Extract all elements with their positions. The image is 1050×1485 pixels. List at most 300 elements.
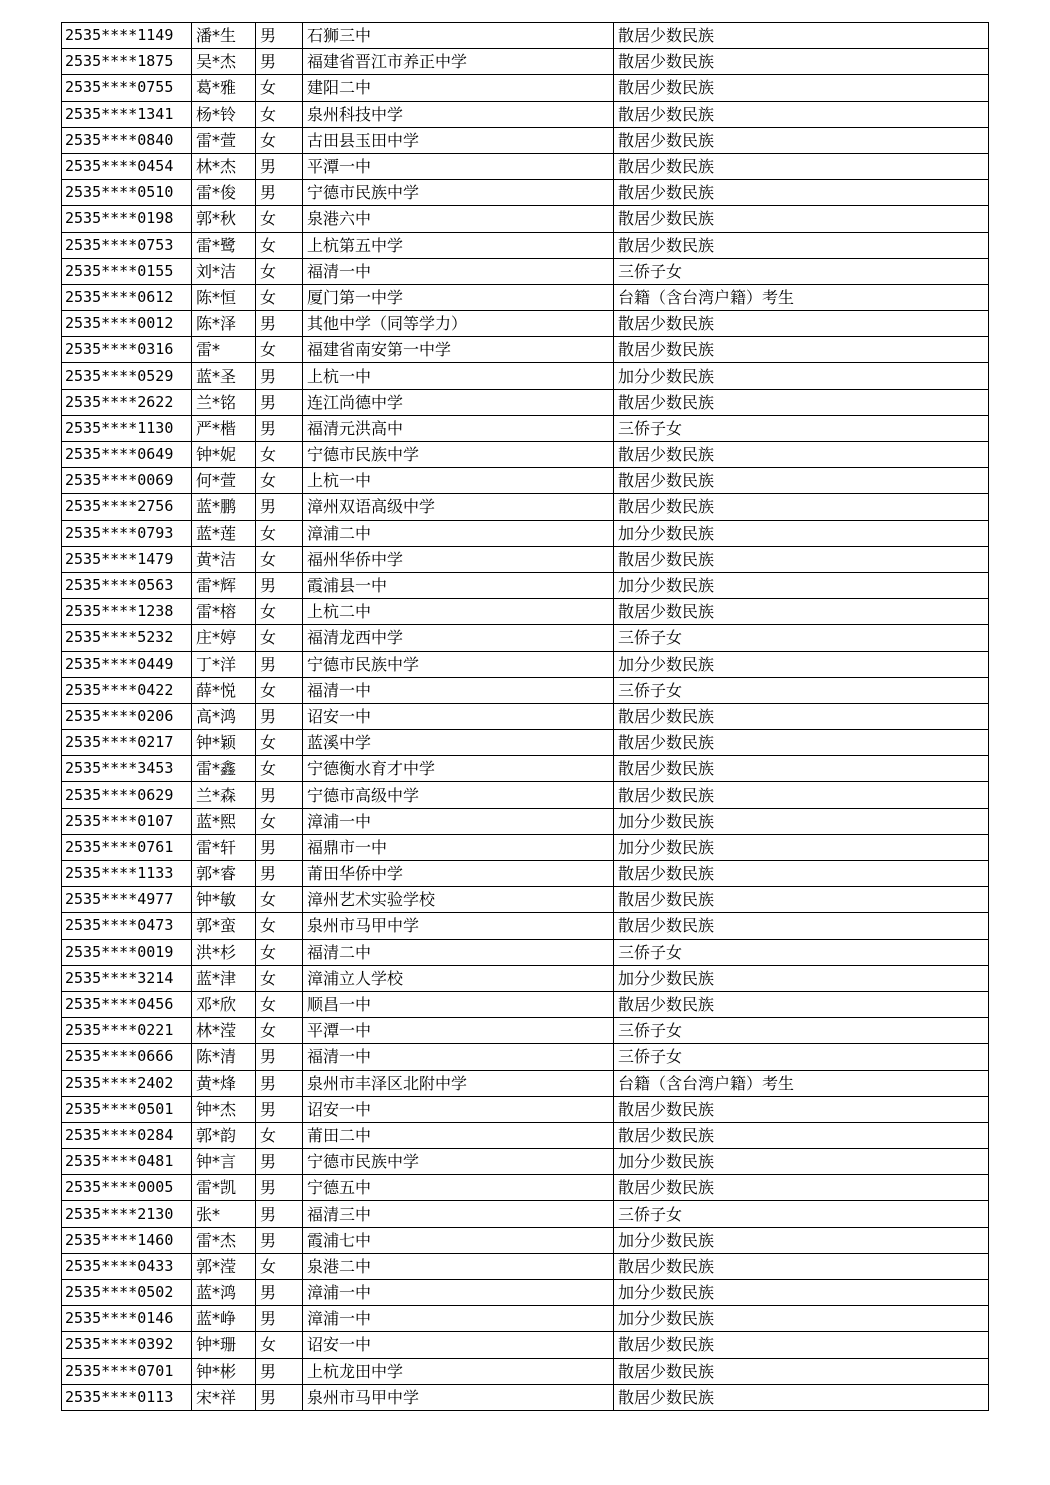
candidate-id-cell: 2535****0433: [62, 1253, 192, 1279]
roster-sheet: [61, 22, 988, 1411]
school-cell: 漳州双语高级中学: [303, 494, 614, 520]
name-cell: 雷*轩: [192, 834, 256, 860]
gender-cell: 男: [256, 1306, 303, 1332]
gender-cell: 男: [256, 1227, 303, 1253]
candidate-id-cell: 2535****0221: [62, 1018, 192, 1044]
name-cell: 兰*森: [192, 782, 256, 808]
table-row: [62, 1280, 989, 1306]
name-cell: 邓*欣: [192, 991, 256, 1017]
category-cell: 散居少数民族: [614, 546, 989, 572]
gender-cell: 男: [256, 23, 303, 49]
name-cell: 林*滢: [192, 1018, 256, 1044]
category-cell: 散居少数民族: [614, 468, 989, 494]
table-row: [62, 1384, 989, 1410]
name-cell: 杨*铃: [192, 101, 256, 127]
candidate-id-cell: 2535****0793: [62, 520, 192, 546]
candidate-id-cell: 2535****0019: [62, 939, 192, 965]
name-cell: 蓝*鹏: [192, 494, 256, 520]
name-cell: 蓝*莲: [192, 520, 256, 546]
gender-cell: 男: [256, 1201, 303, 1227]
category-cell: 台籍（含台湾户籍）考生: [614, 284, 989, 310]
gender-cell: 女: [256, 101, 303, 127]
school-cell: 上杭一中: [303, 468, 614, 494]
gender-cell: 女: [256, 625, 303, 651]
gender-cell: 女: [256, 442, 303, 468]
table-row: [62, 756, 989, 782]
category-cell: 散居少数民族: [614, 75, 989, 101]
table-row: [62, 127, 989, 153]
candidate-id-cell: 2535****2130: [62, 1201, 192, 1227]
school-cell: 宁德市高级中学: [303, 782, 614, 808]
table-row: [62, 834, 989, 860]
table-row: [62, 1358, 989, 1384]
table-row: [62, 1044, 989, 1070]
table-row: [62, 75, 989, 101]
candidate-id-cell: 2535****0449: [62, 651, 192, 677]
name-cell: 蓝*熙: [192, 808, 256, 834]
table-row: [62, 887, 989, 913]
school-cell: 上杭龙田中学: [303, 1358, 614, 1384]
name-cell: 洪*杉: [192, 939, 256, 965]
table-row: [62, 389, 989, 415]
school-cell: 福清一中: [303, 258, 614, 284]
candidate-id-cell: 2535****0649: [62, 442, 192, 468]
candidate-id-cell: 2535****5232: [62, 625, 192, 651]
school-cell: 古田县玉田中学: [303, 127, 614, 153]
table-row: [62, 311, 989, 337]
category-cell: 散居少数民族: [614, 756, 989, 782]
candidate-id-cell: 2535****0284: [62, 1122, 192, 1148]
category-cell: 散居少数民族: [614, 442, 989, 468]
name-cell: 蓝*津: [192, 965, 256, 991]
name-cell: 葛*雅: [192, 75, 256, 101]
candidate-id-cell: 2535****1133: [62, 861, 192, 887]
table-row: [62, 337, 989, 363]
candidate-id-cell: 2535****1238: [62, 599, 192, 625]
name-cell: 雷*榕: [192, 599, 256, 625]
table-row: [62, 677, 989, 703]
school-cell: 福州华侨中学: [303, 546, 614, 572]
gender-cell: 男: [256, 1096, 303, 1122]
gender-cell: 男: [256, 651, 303, 677]
table-row: [62, 572, 989, 598]
table-row: [62, 1306, 989, 1332]
school-cell: 泉州市马甲中学: [303, 1384, 614, 1410]
gender-cell: 男: [256, 153, 303, 179]
category-cell: 三侨子女: [614, 1018, 989, 1044]
category-cell: 台籍（含台湾户籍）考生: [614, 1070, 989, 1096]
gender-cell: 男: [256, 1384, 303, 1410]
name-cell: 钟*言: [192, 1149, 256, 1175]
category-cell: 散居少数民族: [614, 101, 989, 127]
category-cell: 三侨子女: [614, 1201, 989, 1227]
name-cell: 雷*俊: [192, 180, 256, 206]
school-cell: 平潭一中: [303, 153, 614, 179]
gender-cell: 女: [256, 1253, 303, 1279]
category-cell: 散居少数民族: [614, 703, 989, 729]
table-row: [62, 913, 989, 939]
candidate-id-cell: 2535****1130: [62, 415, 192, 441]
table-row: [62, 101, 989, 127]
school-cell: 漳浦立人学校: [303, 965, 614, 991]
gender-cell: 女: [256, 468, 303, 494]
candidate-id-cell: 2535****0155: [62, 258, 192, 284]
table-row: [62, 1332, 989, 1358]
candidate-id-cell: 2535****1341: [62, 101, 192, 127]
table-row: [62, 284, 989, 310]
category-cell: 散居少数民族: [614, 913, 989, 939]
category-cell: 散居少数民族: [614, 1122, 989, 1148]
table-row: [62, 415, 989, 441]
name-cell: 黄*烽: [192, 1070, 256, 1096]
gender-cell: 女: [256, 939, 303, 965]
candidate-id-cell: 2535****4977: [62, 887, 192, 913]
name-cell: 高*鸿: [192, 703, 256, 729]
name-cell: 钟*敏: [192, 887, 256, 913]
category-cell: 加分少数民族: [614, 363, 989, 389]
category-cell: 加分少数民族: [614, 520, 989, 546]
school-cell: 厦门第一中学: [303, 284, 614, 310]
school-cell: 泉港二中: [303, 1253, 614, 1279]
school-cell: 莆田华侨中学: [303, 861, 614, 887]
roster-body: [62, 23, 989, 1411]
name-cell: 蓝*鸿: [192, 1280, 256, 1306]
table-row: [62, 599, 989, 625]
table-row: [62, 363, 989, 389]
name-cell: 陈*恒: [192, 284, 256, 310]
school-cell: 漳州艺术实验学校: [303, 887, 614, 913]
table-row: [62, 258, 989, 284]
gender-cell: 男: [256, 49, 303, 75]
category-cell: 散居少数民族: [614, 599, 989, 625]
name-cell: 钟*妮: [192, 442, 256, 468]
candidate-id-cell: 2535****0761: [62, 834, 192, 860]
gender-cell: 女: [256, 1122, 303, 1148]
name-cell: 吴*杰: [192, 49, 256, 75]
school-cell: 泉州市马甲中学: [303, 913, 614, 939]
candidate-id-cell: 2535****1460: [62, 1227, 192, 1253]
name-cell: 雷*杰: [192, 1227, 256, 1253]
candidate-id-cell: 2535****0113: [62, 1384, 192, 1410]
table-row: [62, 442, 989, 468]
gender-cell: 女: [256, 599, 303, 625]
candidate-id-cell: 2535****0107: [62, 808, 192, 834]
school-cell: 宁德市民族中学: [303, 1149, 614, 1175]
school-cell: 泉州科技中学: [303, 101, 614, 127]
school-cell: 漳浦二中: [303, 520, 614, 546]
gender-cell: 男: [256, 415, 303, 441]
table-row: [62, 1175, 989, 1201]
name-cell: 兰*铭: [192, 389, 256, 415]
school-cell: 其他中学（同等学力）: [303, 311, 614, 337]
category-cell: 散居少数民族: [614, 337, 989, 363]
category-cell: 散居少数民族: [614, 232, 989, 258]
name-cell: 林*杰: [192, 153, 256, 179]
table-row: [62, 494, 989, 520]
gender-cell: 女: [256, 520, 303, 546]
candidate-id-cell: 2535****0198: [62, 206, 192, 232]
category-cell: 三侨子女: [614, 625, 989, 651]
name-cell: 张*: [192, 1201, 256, 1227]
table-row: [62, 468, 989, 494]
school-cell: 福建省南安第一中学: [303, 337, 614, 363]
table-row: [62, 1201, 989, 1227]
name-cell: 陈*清: [192, 1044, 256, 1070]
gender-cell: 女: [256, 991, 303, 1017]
category-cell: 散居少数民族: [614, 1175, 989, 1201]
gender-cell: 男: [256, 311, 303, 337]
gender-cell: 男: [256, 1149, 303, 1175]
table-row: [62, 808, 989, 834]
category-cell: 三侨子女: [614, 1044, 989, 1070]
category-cell: 散居少数民族: [614, 991, 989, 1017]
candidate-id-cell: 2535****1875: [62, 49, 192, 75]
table-row: [62, 1253, 989, 1279]
table-row: [62, 1096, 989, 1122]
school-cell: 上杭二中: [303, 599, 614, 625]
school-cell: 漳浦一中: [303, 808, 614, 834]
roster-table: [61, 22, 989, 1411]
category-cell: 散居少数民族: [614, 1384, 989, 1410]
name-cell: 钟*颖: [192, 730, 256, 756]
table-row: [62, 991, 989, 1017]
gender-cell: 男: [256, 1175, 303, 1201]
gender-cell: 女: [256, 1018, 303, 1044]
table-row: [62, 1122, 989, 1148]
table-row: [62, 153, 989, 179]
category-cell: 散居少数民族: [614, 887, 989, 913]
name-cell: 郭*滢: [192, 1253, 256, 1279]
category-cell: 散居少数民族: [614, 49, 989, 75]
school-cell: 上杭一中: [303, 363, 614, 389]
candidate-id-cell: 2535****0005: [62, 1175, 192, 1201]
candidate-id-cell: 2535****0629: [62, 782, 192, 808]
category-cell: 散居少数民族: [614, 127, 989, 153]
category-cell: 散居少数民族: [614, 153, 989, 179]
category-cell: 加分少数民族: [614, 1306, 989, 1332]
name-cell: 薛*悦: [192, 677, 256, 703]
table-row: [62, 703, 989, 729]
gender-cell: 女: [256, 1332, 303, 1358]
school-cell: 上杭第五中学: [303, 232, 614, 258]
candidate-id-cell: 2535****0529: [62, 363, 192, 389]
table-row: [62, 1070, 989, 1096]
name-cell: 钟*珊: [192, 1332, 256, 1358]
school-cell: 莆田二中: [303, 1122, 614, 1148]
school-cell: 福清元洪高中: [303, 415, 614, 441]
table-row: [62, 730, 989, 756]
table-row: [62, 23, 989, 49]
school-cell: 福清一中: [303, 677, 614, 703]
gender-cell: 女: [256, 127, 303, 153]
category-cell: 三侨子女: [614, 939, 989, 965]
category-cell: 散居少数民族: [614, 494, 989, 520]
table-row: [62, 1149, 989, 1175]
gender-cell: 男: [256, 1070, 303, 1096]
name-cell: 雷*鑫: [192, 756, 256, 782]
category-cell: 加分少数民族: [614, 572, 989, 598]
candidate-id-cell: 2535****0454: [62, 153, 192, 179]
candidate-id-cell: 2535****2756: [62, 494, 192, 520]
category-cell: 散居少数民族: [614, 23, 989, 49]
school-cell: 福清二中: [303, 939, 614, 965]
school-cell: 石狮三中: [303, 23, 614, 49]
name-cell: 蓝*峥: [192, 1306, 256, 1332]
table-row: [62, 232, 989, 258]
category-cell: 加分少数民族: [614, 1227, 989, 1253]
gender-cell: 女: [256, 756, 303, 782]
candidate-id-cell: 2535****0666: [62, 1044, 192, 1070]
school-cell: 泉港六中: [303, 206, 614, 232]
school-cell: 福鼎市一中: [303, 834, 614, 860]
candidate-id-cell: 2535****2622: [62, 389, 192, 415]
category-cell: 散居少数民族: [614, 782, 989, 808]
name-cell: 丁*洋: [192, 651, 256, 677]
candidate-id-cell: 2535****0753: [62, 232, 192, 258]
candidate-id-cell: 2535****0840: [62, 127, 192, 153]
candidate-id-cell: 2535****0316: [62, 337, 192, 363]
category-cell: 三侨子女: [614, 677, 989, 703]
gender-cell: 女: [256, 284, 303, 310]
category-cell: 散居少数民族: [614, 180, 989, 206]
name-cell: 黄*洁: [192, 546, 256, 572]
gender-cell: 女: [256, 913, 303, 939]
category-cell: 加分少数民族: [614, 808, 989, 834]
gender-cell: 男: [256, 572, 303, 598]
gender-cell: 男: [256, 1044, 303, 1070]
gender-cell: 女: [256, 887, 303, 913]
candidate-id-cell: 2535****0146: [62, 1306, 192, 1332]
category-cell: 加分少数民族: [614, 1280, 989, 1306]
table-row: [62, 546, 989, 572]
gender-cell: 女: [256, 258, 303, 284]
school-cell: 顺昌一中: [303, 991, 614, 1017]
gender-cell: 男: [256, 703, 303, 729]
category-cell: 散居少数民族: [614, 1096, 989, 1122]
candidate-id-cell: 2535****0701: [62, 1358, 192, 1384]
school-cell: 蓝溪中学: [303, 730, 614, 756]
gender-cell: 男: [256, 782, 303, 808]
table-row: [62, 939, 989, 965]
table-row: [62, 861, 989, 887]
school-cell: 平潭一中: [303, 1018, 614, 1044]
school-cell: 漳浦一中: [303, 1280, 614, 1306]
name-cell: 钟*杰: [192, 1096, 256, 1122]
name-cell: 郭*睿: [192, 861, 256, 887]
gender-cell: 男: [256, 389, 303, 415]
candidate-id-cell: 2535****1149: [62, 23, 192, 49]
school-cell: 霞浦七中: [303, 1227, 614, 1253]
table-row: [62, 1018, 989, 1044]
name-cell: 钟*彬: [192, 1358, 256, 1384]
name-cell: 雷*鹭: [192, 232, 256, 258]
name-cell: 宋*祥: [192, 1384, 256, 1410]
gender-cell: 男: [256, 494, 303, 520]
gender-cell: 女: [256, 206, 303, 232]
school-cell: 宁德市民族中学: [303, 651, 614, 677]
name-cell: 郭*蛮: [192, 913, 256, 939]
table-row: [62, 49, 989, 75]
category-cell: 散居少数民族: [614, 730, 989, 756]
school-cell: 福清三中: [303, 1201, 614, 1227]
name-cell: 严*楷: [192, 415, 256, 441]
school-cell: 建阳二中: [303, 75, 614, 101]
table-row: [62, 651, 989, 677]
gender-cell: 男: [256, 180, 303, 206]
candidate-id-cell: 2535****3453: [62, 756, 192, 782]
category-cell: 加分少数民族: [614, 965, 989, 991]
gender-cell: 女: [256, 232, 303, 258]
school-cell: 宁德市民族中学: [303, 180, 614, 206]
gender-cell: 男: [256, 834, 303, 860]
table-row: [62, 625, 989, 651]
category-cell: 散居少数民族: [614, 1358, 989, 1384]
school-cell: 福建省晋江市养正中学: [303, 49, 614, 75]
name-cell: 潘*生: [192, 23, 256, 49]
school-cell: 宁德市民族中学: [303, 442, 614, 468]
gender-cell: 女: [256, 730, 303, 756]
school-cell: 福清一中: [303, 1044, 614, 1070]
school-cell: 诏安一中: [303, 703, 614, 729]
school-cell: 福清龙西中学: [303, 625, 614, 651]
category-cell: 加分少数民族: [614, 1149, 989, 1175]
school-cell: 诏安一中: [303, 1332, 614, 1358]
candidate-id-cell: 2535****0510: [62, 180, 192, 206]
category-cell: 散居少数民族: [614, 1332, 989, 1358]
category-cell: 散居少数民族: [614, 389, 989, 415]
name-cell: 郭*秋: [192, 206, 256, 232]
candidate-id-cell: 2535****0456: [62, 991, 192, 1017]
gender-cell: 男: [256, 1358, 303, 1384]
category-cell: 散居少数民族: [614, 311, 989, 337]
name-cell: 蓝*圣: [192, 363, 256, 389]
name-cell: 何*萱: [192, 468, 256, 494]
name-cell: 雷*辉: [192, 572, 256, 598]
category-cell: 加分少数民族: [614, 651, 989, 677]
gender-cell: 男: [256, 363, 303, 389]
category-cell: 散居少数民族: [614, 861, 989, 887]
table-row: [62, 520, 989, 546]
name-cell: 陈*泽: [192, 311, 256, 337]
candidate-id-cell: 2535****2402: [62, 1070, 192, 1096]
candidate-id-cell: 2535****0755: [62, 75, 192, 101]
category-cell: 散居少数民族: [614, 206, 989, 232]
gender-cell: 男: [256, 861, 303, 887]
candidate-id-cell: 2535****0422: [62, 677, 192, 703]
school-cell: 宁德衡水育才中学: [303, 756, 614, 782]
candidate-id-cell: 2535****0481: [62, 1149, 192, 1175]
name-cell: 刘*洁: [192, 258, 256, 284]
name-cell: 郭*韵: [192, 1122, 256, 1148]
table-row: [62, 965, 989, 991]
name-cell: 雷*: [192, 337, 256, 363]
candidate-id-cell: 2535****0473: [62, 913, 192, 939]
gender-cell: 女: [256, 75, 303, 101]
table-row: [62, 782, 989, 808]
category-cell: 散居少数民族: [614, 1253, 989, 1279]
gender-cell: 女: [256, 337, 303, 363]
gender-cell: 女: [256, 965, 303, 991]
name-cell: 庄*婷: [192, 625, 256, 651]
candidate-id-cell: 2535****0501: [62, 1096, 192, 1122]
candidate-id-cell: 2535****0502: [62, 1280, 192, 1306]
school-cell: 泉州市丰泽区北附中学: [303, 1070, 614, 1096]
table-row: [62, 206, 989, 232]
candidate-id-cell: 2535****1479: [62, 546, 192, 572]
school-cell: 漳浦一中: [303, 1306, 614, 1332]
candidate-id-cell: 2535****0392: [62, 1332, 192, 1358]
gender-cell: 女: [256, 546, 303, 572]
